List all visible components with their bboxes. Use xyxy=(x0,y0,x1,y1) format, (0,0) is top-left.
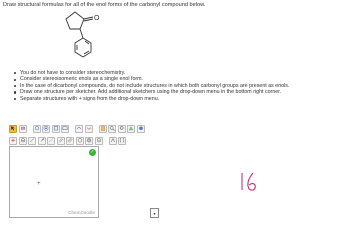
phenyl-link-bond xyxy=(80,29,83,38)
cyclohexane-ring-icon[interactable] xyxy=(76,137,84,145)
text-tool-icon[interactable] xyxy=(109,137,117,145)
sketcher-canvas[interactable] xyxy=(9,146,99,218)
oxygen-label: O xyxy=(94,15,100,22)
charge-plus-icon[interactable] xyxy=(9,137,17,145)
paste-tool-icon[interactable] xyxy=(99,125,107,133)
carbonyl-bond-2 xyxy=(84,19,93,21)
bracket-tool-icon[interactable] xyxy=(118,137,126,145)
info-tool-icon[interactable] xyxy=(137,125,145,133)
template-tool-icon[interactable] xyxy=(52,125,60,133)
sketcher-toolbar-bottom xyxy=(9,136,126,145)
wedge-bond-icon[interactable] xyxy=(38,137,46,145)
crosshair-icon: + xyxy=(37,181,41,187)
check-badge-icon: ✓ xyxy=(90,149,95,155)
instruction-item: Separate structures with + signs from the drop-down menu. xyxy=(14,96,344,102)
chain-tool-icon[interactable] xyxy=(42,125,50,133)
handwritten-annotation xyxy=(234,170,264,196)
sketcher-toolbar-top xyxy=(9,124,145,133)
instructions-list xyxy=(14,70,344,102)
charge-minus-icon[interactable] xyxy=(19,137,27,145)
compound-structure xyxy=(60,8,110,60)
instruction-item: Consider stereoisomeric enols as a single enol form. xyxy=(14,76,344,82)
undo-tool-icon[interactable] xyxy=(61,125,69,133)
redo-tool-icon[interactable] xyxy=(75,125,83,133)
hash-bond-icon[interactable] xyxy=(47,137,55,145)
question-text: Draw structural formulas for all of the enol forms of the carbonyl compound below. xyxy=(3,2,206,8)
carbonyl-bond-1 xyxy=(84,17,93,19)
instruction-item: You do not have to consider stereochemistry. xyxy=(14,70,344,76)
instruction-item: In the case of dicarbonyl compounds, do not include structures in which both carbonyl groups are present as enols. xyxy=(14,83,344,89)
ring-dropdown-icon[interactable] xyxy=(95,137,103,145)
instruction-item: Draw one structure per sketcher. Add additional sketchers using the drop-down menu in the bottom right corner. xyxy=(14,89,344,95)
add-sketcher-dropdown[interactable]: ▾ xyxy=(150,208,159,218)
select-tool-icon[interactable] xyxy=(9,125,17,133)
benzene-ring-icon[interactable] xyxy=(85,137,93,145)
single-bond-icon[interactable] xyxy=(28,137,36,145)
zoom-out-tool-icon[interactable] xyxy=(118,125,126,133)
lasso-tool-icon[interactable] xyxy=(33,125,41,133)
clean-tool-icon[interactable] xyxy=(127,125,135,133)
double-bond-icon[interactable] xyxy=(57,137,65,145)
cyclopentane-ring xyxy=(66,12,84,29)
triple-bond-icon[interactable] xyxy=(66,137,74,145)
eraser-tool-icon[interactable] xyxy=(19,125,27,133)
chemdoodle-brand: ChemDoodle xyxy=(68,210,95,215)
zoom-in-tool-icon[interactable] xyxy=(108,125,116,133)
copy-tool-icon[interactable] xyxy=(85,125,93,133)
